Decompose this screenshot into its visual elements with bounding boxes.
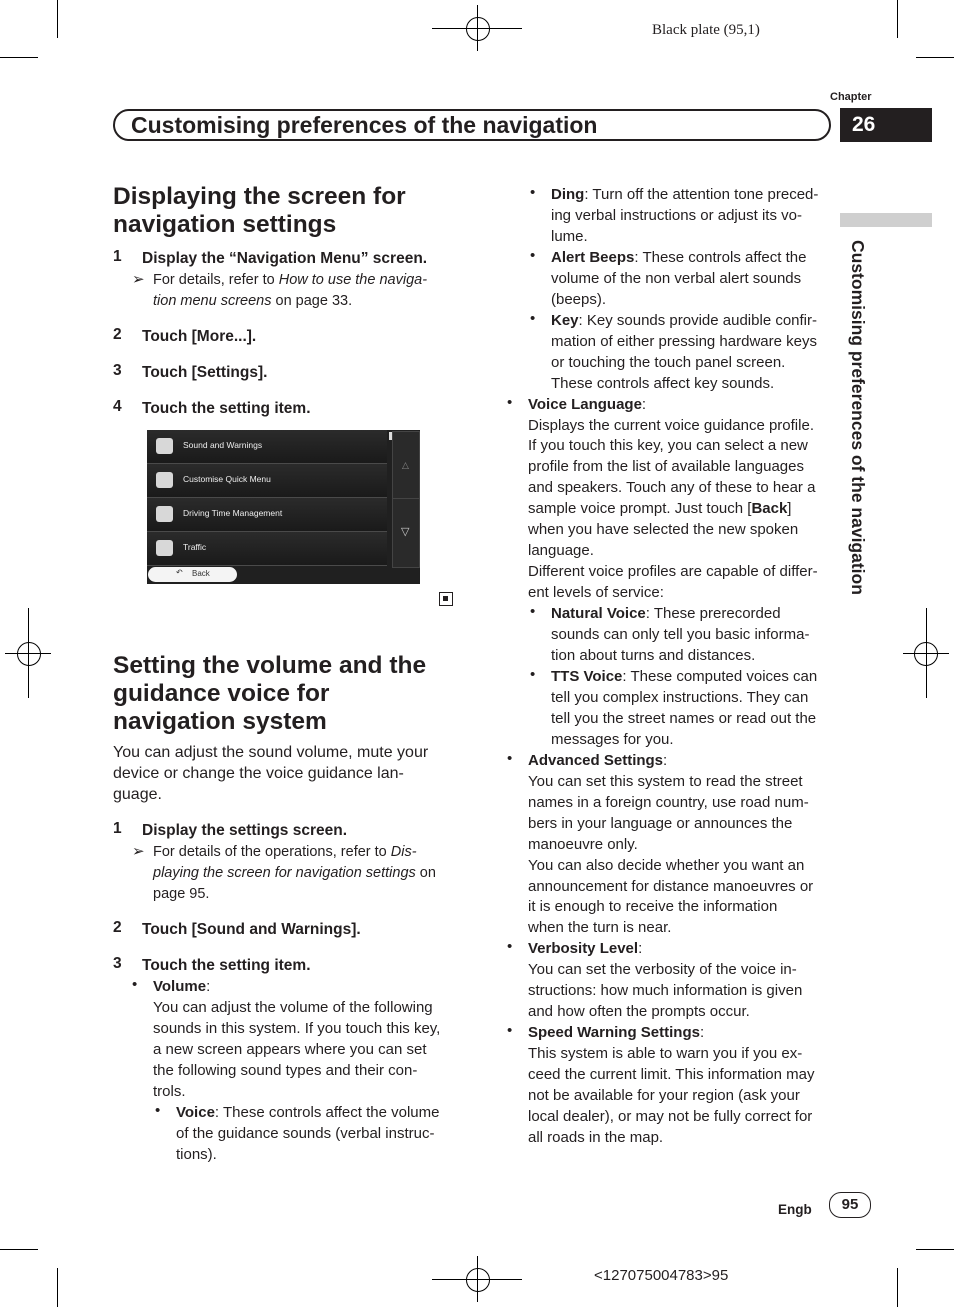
- plate-label: Black plate (95,1): [652, 22, 760, 38]
- body-line: ing verbal instructions or adjust its vo-: [551, 207, 802, 224]
- title-line: guidance voice for: [113, 680, 330, 707]
- bullet-title: Speed Warning Settings:: [528, 1024, 705, 1041]
- intro-text: guage.: [113, 786, 162, 803]
- bullet-icon: •: [530, 310, 536, 327]
- step-text: Touch [More...].: [142, 328, 257, 345]
- body-line: (beeps).: [551, 291, 607, 308]
- list-item[interactable]: [147, 498, 387, 532]
- list-item-label: Driving Time Management: [183, 508, 283, 518]
- list-item-label: Customise Quick Menu: [183, 474, 271, 484]
- body-line: ent levels of service:: [528, 584, 664, 601]
- body-line: and speakers. Touch any of these to hear a: [528, 479, 816, 496]
- body-line: [551, 603, 781, 624]
- step-number: 1: [113, 820, 122, 837]
- body-line: of the guidance sounds (verbal instruc-: [176, 1125, 435, 1142]
- body-line: This system is able to warn you if you ex-: [528, 1045, 803, 1062]
- bold-term: Speed Warning Settings: [528, 1024, 700, 1041]
- bold-term: Key: [551, 312, 579, 329]
- bold-term: Alert Beeps: [551, 249, 635, 266]
- note-italic: Dis-: [390, 844, 417, 860]
- body-part: ]: [787, 500, 792, 517]
- traffic-icon: [156, 540, 173, 556]
- bold-term: Back: [751, 500, 788, 517]
- page-number: 95: [829, 1192, 871, 1218]
- body-line: [551, 310, 817, 331]
- registration-mark: [466, 17, 490, 41]
- list-item[interactable]: [147, 532, 387, 566]
- note-italic: tion menu screens: [153, 293, 272, 309]
- body-line: announcement for distance manoeuvres or: [528, 878, 814, 895]
- body-line: tion about turns and distances.: [551, 647, 756, 664]
- body-line: mation of either pressing hardware keys: [551, 333, 817, 350]
- speaker-icon: [156, 438, 173, 454]
- body-line: when you have selected the new spoken: [528, 521, 799, 538]
- body-line: Displays the current voice guidance profile.: [528, 417, 814, 434]
- intro-text: You can adjust the sound volume, mute your: [113, 744, 429, 761]
- title-line: navigation settings: [113, 211, 337, 238]
- intro-text: device or change the voice guidance lan-: [113, 765, 404, 782]
- note-italic: playing the screen for navigation settings: [153, 865, 416, 881]
- bullet-title: Volume:: [153, 978, 211, 995]
- end-mark-icon: [439, 592, 453, 606]
- bold-term: Verbosity Level: [528, 940, 639, 957]
- body-line: trols.: [153, 1083, 186, 1100]
- truck-icon: [156, 506, 173, 522]
- bold-term: Advanced Settings: [528, 752, 664, 769]
- registration-mark: [17, 642, 41, 666]
- body-line: tell you the street names or read out the: [551, 710, 817, 727]
- registration-line: [926, 608, 927, 698]
- body-line: You can set this system to read the street: [528, 773, 803, 790]
- arrow-icon: ➢: [132, 843, 145, 860]
- chapter-label: Chapter: [830, 91, 872, 103]
- body-line: Different voice profiles are capable of differ-: [528, 563, 818, 580]
- step-number: 3: [113, 955, 122, 972]
- body-line: [176, 1102, 439, 1123]
- body-line: all roads in the map.: [528, 1129, 664, 1146]
- bullet-icon: •: [155, 1102, 161, 1119]
- back-button[interactable]: [148, 567, 237, 582]
- side-tab: [840, 213, 932, 227]
- note-part: For details of the operations, refer to: [153, 844, 391, 860]
- menu-icon: [156, 472, 173, 488]
- note-text: [153, 863, 436, 884]
- body-line: language.: [528, 542, 594, 559]
- bold-term: Volume: [153, 978, 207, 995]
- section1-title: [113, 183, 406, 239]
- title-line: Displaying the screen for: [113, 183, 406, 210]
- body-line: [551, 184, 818, 205]
- bullet-title: Voice Language:: [528, 396, 647, 413]
- bullet-title: Advanced Settings:: [528, 752, 668, 769]
- scroll-up-button[interactable]: [392, 431, 420, 499]
- bullet-icon: •: [530, 247, 536, 264]
- side-title-text: Customising preferences of the navigation: [848, 240, 868, 595]
- body-part: : These controls affect the volume: [214, 1104, 440, 1121]
- body-line: ceed the current limit. This information may: [528, 1066, 815, 1083]
- body-line: [551, 666, 817, 687]
- body-line: tell you complex instructions. They can: [551, 689, 809, 706]
- bullet-icon: •: [507, 394, 513, 411]
- bullet-icon: •: [507, 1022, 513, 1039]
- registration-line: [28, 608, 29, 698]
- bullet-title: Verbosity Level:: [528, 940, 643, 957]
- body-line: not be available for your region (ask your: [528, 1087, 800, 1104]
- back-arrow-icon: ↶: [176, 568, 183, 577]
- bold-term: Voice: [176, 1104, 215, 1121]
- body-line: messages for you.: [551, 731, 674, 748]
- body-part: : Key sounds provide audible confir-: [578, 312, 818, 329]
- note-text: [153, 270, 427, 291]
- body-line: If you touch this key, you can select a new: [528, 437, 808, 454]
- list-item-label: Sound and Warnings: [183, 440, 263, 450]
- body-line: bers in your language or announces the: [528, 815, 793, 832]
- body-line: structions: how much information is given: [528, 982, 803, 999]
- title-line: navigation system: [113, 708, 327, 735]
- body-line: when the turn is near.: [528, 919, 672, 936]
- crop-mark: [0, 57, 38, 58]
- header-title: Customising preferences of the navigation: [131, 112, 598, 138]
- step-number: 3: [113, 362, 122, 379]
- body-line: names in a foreign country, use road num-: [528, 794, 809, 811]
- bullet-icon: •: [507, 938, 513, 955]
- step-text: Touch the setting item.: [142, 400, 311, 417]
- body-line: the following sound types and their con-: [153, 1062, 418, 1079]
- chevron-up-icon: △: [402, 460, 409, 470]
- registration-line: [477, 1256, 478, 1302]
- body-part: : These prerecorded: [645, 605, 781, 622]
- body-line: These controls affect key sounds.: [551, 375, 775, 392]
- chevron-down-icon: ▽: [401, 526, 410, 538]
- chapter-number: 26: [852, 113, 876, 136]
- note-italic: How to use the naviga-: [278, 272, 428, 288]
- back-label: Back: [192, 569, 210, 578]
- body-line: volume of the non verbal alert sounds: [551, 270, 802, 287]
- list-item[interactable]: [147, 430, 387, 464]
- chapter-number-box: [840, 108, 932, 142]
- body-line: or touching the touch panel screen.: [551, 354, 786, 371]
- crop-mark: [57, 1268, 58, 1307]
- body-line: local dealer), or may not be fully correct for: [528, 1108, 813, 1125]
- bullet-icon: •: [530, 603, 536, 620]
- note-part: on page 33.: [271, 293, 353, 309]
- body-part: : Turn off the attention tone preced-: [584, 186, 819, 203]
- bold-term: Natural Voice: [551, 605, 646, 622]
- step-number: 1: [113, 248, 122, 265]
- body-line: and how often the prompts occur.: [528, 1003, 750, 1020]
- scroll-down-button[interactable]: [392, 498, 420, 568]
- settings-screen-image: [147, 430, 420, 584]
- list-item[interactable]: [147, 464, 387, 498]
- step-number: 2: [113, 326, 122, 343]
- step-text: Touch [Settings].: [142, 364, 268, 381]
- step-number: 2: [113, 919, 122, 936]
- step-text: Touch [Sound and Warnings].: [142, 921, 361, 938]
- step-text: Touch the setting item.: [142, 957, 311, 974]
- crop-mark: [916, 1249, 954, 1250]
- title-line: Setting the volume and the: [113, 652, 427, 679]
- body-part: sample voice prompt. Just touch [: [528, 500, 752, 517]
- crop-mark: [0, 1249, 38, 1250]
- section2-title: [113, 652, 426, 736]
- bold-term: Voice Language: [528, 396, 642, 413]
- bold-term: TTS Voice: [551, 668, 623, 685]
- language-label: Engb: [778, 1202, 812, 1217]
- arrow-icon: ➢: [132, 271, 145, 288]
- crop-mark: [916, 57, 954, 58]
- body-line: [528, 498, 791, 519]
- crop-mark: [897, 0, 898, 38]
- bold-term: Ding: [551, 186, 585, 203]
- header-bar: [113, 109, 831, 141]
- step-text: Display the “Navigation Menu” screen.: [142, 250, 428, 267]
- bullet-icon: •: [507, 750, 513, 767]
- bullet-icon: •: [530, 666, 536, 683]
- note-part: For details, refer to: [153, 272, 279, 288]
- body-line: it is enough to receive the information: [528, 898, 778, 915]
- body-line: sounds can only tell you basic informa-: [551, 626, 810, 643]
- note-text: [153, 291, 352, 312]
- registration-line: [477, 5, 478, 51]
- bullet-icon: •: [530, 184, 536, 201]
- body-line: a new screen appears where you can set: [153, 1041, 427, 1058]
- note-part: on: [415, 865, 436, 881]
- note-text: page 95.: [153, 886, 210, 902]
- body-line: [551, 247, 806, 268]
- body-line: profile from the list of available languages: [528, 458, 804, 475]
- body-part: : These computed voices can: [622, 668, 818, 685]
- registration-mark: [466, 1268, 490, 1292]
- crop-mark: [57, 0, 58, 38]
- body-line: You can adjust the volume of the following: [153, 999, 433, 1016]
- list-item-label: Traffic: [183, 542, 207, 552]
- body-line: sounds in this system. If you touch this key,: [153, 1020, 441, 1037]
- side-title: [842, 240, 872, 660]
- body-line: You can set the verbosity of the voice in-: [528, 961, 797, 978]
- body-part: : These controls affect the: [634, 249, 807, 266]
- bullet-icon: •: [132, 976, 138, 993]
- document-code: <127075004783>95: [594, 1267, 729, 1284]
- step-text: Display the settings screen.: [142, 822, 348, 839]
- crop-mark: [897, 1268, 898, 1307]
- note-text: [153, 842, 417, 863]
- body-line: tions).: [176, 1146, 217, 1163]
- body-line: manoeuvre only.: [528, 836, 638, 853]
- body-line: lume.: [551, 228, 588, 245]
- step-number: 4: [113, 398, 122, 415]
- body-line: You can also decide whether you want an: [528, 857, 805, 874]
